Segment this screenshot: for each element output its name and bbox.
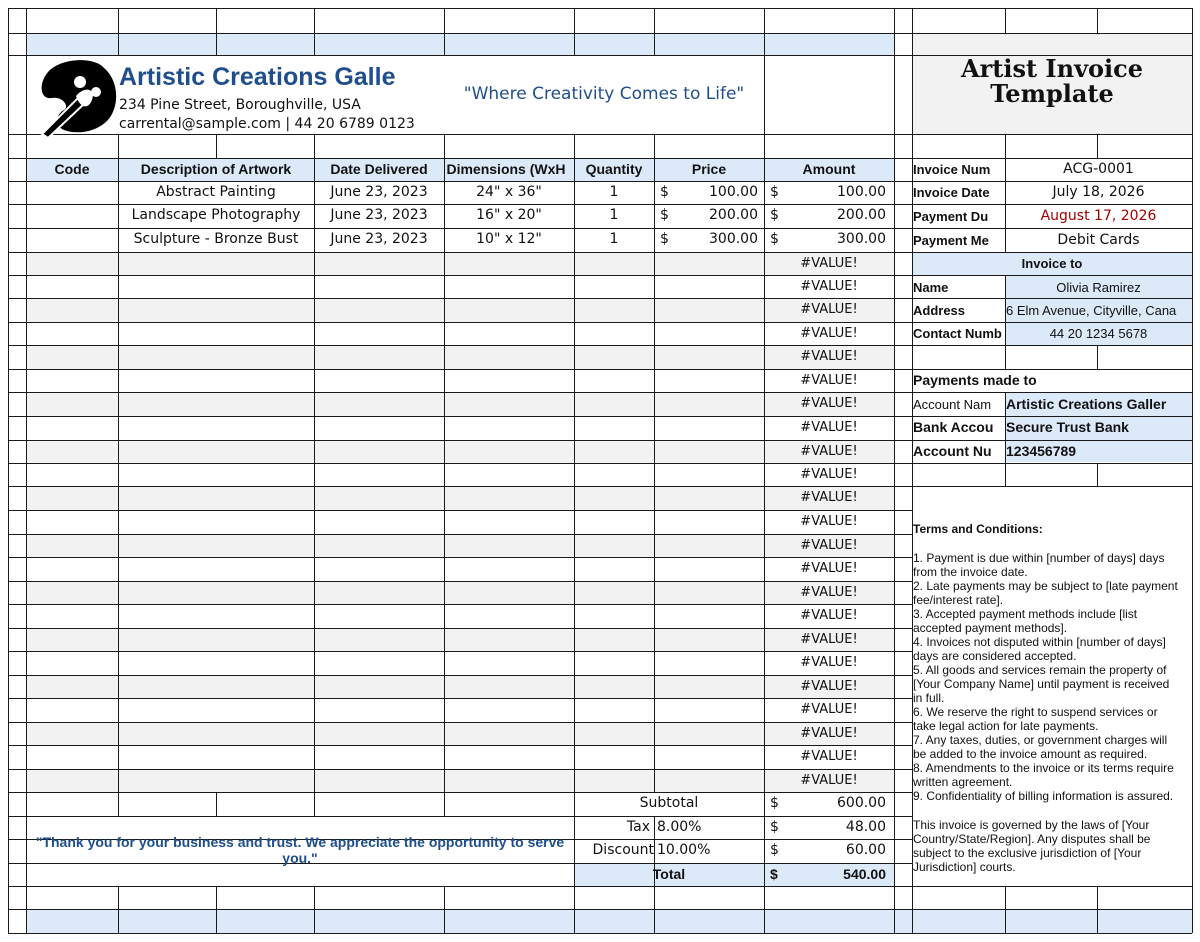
thank-you-line2: you." bbox=[282, 850, 318, 866]
grid-line bbox=[444, 886, 445, 933]
company-address: 234 Pine Street, Boroughville, USA bbox=[119, 97, 361, 113]
grid-line bbox=[912, 909, 1192, 910]
subtotal-label: Subtotal bbox=[639, 795, 699, 811]
grid-line bbox=[1097, 134, 1098, 158]
amount-error-cell: #VALUE! bbox=[800, 726, 858, 741]
grid-line bbox=[8, 557, 26, 558]
row-price-currency: $ bbox=[660, 184, 669, 200]
grid-line bbox=[8, 440, 26, 441]
bank-account-value[interactable]: Secure Trust Bank bbox=[1006, 419, 1129, 435]
grid-line bbox=[8, 158, 26, 159]
grid-line bbox=[8, 769, 26, 770]
discount-currency: $ bbox=[770, 842, 779, 858]
template-title-line1: Artist Invoice bbox=[960, 56, 1144, 82]
row-price[interactable]: 200.00 bbox=[709, 207, 758, 223]
law-line: Jurisdiction] courts. bbox=[913, 860, 1016, 874]
grid-line bbox=[1097, 8, 1098, 33]
discount-value: 60.00 bbox=[845, 842, 886, 858]
grid-line bbox=[1005, 8, 1006, 33]
amount-error-cell: #VALUE! bbox=[800, 490, 858, 505]
amount-error-cell: #VALUE! bbox=[800, 561, 858, 576]
amount-error-cell: #VALUE! bbox=[800, 396, 858, 411]
grid-line bbox=[654, 8, 655, 55]
payment-method-label: Payment Me bbox=[913, 233, 989, 248]
grid-line bbox=[654, 158, 655, 792]
amount-error-cell: #VALUE! bbox=[800, 467, 858, 482]
terms-line: 3. Accepted payment methods include [list bbox=[913, 607, 1138, 621]
client-name-label: Name bbox=[913, 280, 949, 295]
grid-line bbox=[8, 134, 1192, 135]
grid-line bbox=[8, 745, 26, 746]
terms-text bbox=[913, 551, 1193, 803]
tax-value: 48.00 bbox=[845, 819, 886, 835]
row-price-currency: $ bbox=[660, 207, 669, 223]
grid-line bbox=[912, 463, 1192, 464]
row-description[interactable]: Abstract Painting bbox=[156, 184, 276, 200]
amount-error-cell: #VALUE! bbox=[800, 514, 858, 529]
discount-label: Discount bbox=[592, 842, 654, 858]
amount-error-cell: #VALUE! bbox=[800, 279, 858, 294]
grid-line bbox=[118, 8, 119, 55]
amount-error-cell: #VALUE! bbox=[800, 302, 858, 317]
grid-line bbox=[8, 628, 26, 629]
grid-line bbox=[8, 581, 26, 582]
grid-line bbox=[894, 8, 895, 933]
grid-line bbox=[8, 886, 912, 887]
company-tagline: "Where Creativity Comes to Life" bbox=[463, 84, 745, 104]
terms-line: 4. Invoices not disputed within [number of days] bbox=[913, 635, 1166, 649]
bank-account-label: Bank Accou bbox=[913, 419, 994, 435]
account-number-value[interactable]: 123456789 bbox=[1006, 443, 1077, 459]
grid-line bbox=[1005, 886, 1006, 933]
amount-error-cell: #VALUE! bbox=[800, 585, 858, 600]
grid-line bbox=[216, 134, 217, 158]
law-line: Country/State/Region]. Any disputes shall be bbox=[913, 832, 1151, 846]
grid-line bbox=[654, 134, 655, 158]
invoice-number-value[interactable]: ACG-0001 bbox=[1063, 161, 1134, 177]
law-line: This invoice is governed by the laws of [Your bbox=[913, 818, 1150, 832]
row-amount-currency: $ bbox=[770, 231, 779, 247]
terms-line: take legal action for late payments. bbox=[913, 719, 1099, 733]
grid-line bbox=[8, 345, 26, 346]
grid-line bbox=[8, 604, 26, 605]
amount-error-cell: #VALUE! bbox=[800, 608, 858, 623]
client-address-label: Address bbox=[913, 303, 966, 318]
grid-line bbox=[764, 8, 765, 55]
terms-line: in full. bbox=[913, 691, 945, 705]
discount-rate[interactable]: 10.00% bbox=[657, 842, 711, 858]
total-value: 540.00 bbox=[843, 866, 886, 882]
payment-due-value[interactable]: August 17, 2026 bbox=[1040, 208, 1157, 224]
grid-line bbox=[8, 933, 1192, 934]
terms-line: from the invoice date. bbox=[913, 565, 1028, 579]
company-name: Artistic Creations Galle bbox=[119, 63, 396, 91]
grid-line bbox=[912, 886, 1192, 887]
grid-line bbox=[8, 204, 26, 205]
terms-line: 6. We reserve the right to suspend services or bbox=[913, 705, 1158, 719]
col-header-description: Description of Artwork bbox=[140, 161, 292, 177]
total-label: Total bbox=[652, 866, 686, 882]
grid-line bbox=[1097, 345, 1098, 369]
col-header-amount: Amount bbox=[802, 161, 856, 177]
grid-line bbox=[444, 134, 445, 158]
terms-line: 9. Confidentiality of billing information is assured. bbox=[913, 789, 1174, 803]
grid-line bbox=[8, 909, 26, 910]
grid-line bbox=[8, 792, 26, 793]
grid-line bbox=[574, 8, 575, 55]
terms-line: written agreement. bbox=[913, 775, 1013, 789]
grid-line bbox=[314, 158, 315, 792]
amount-error-cell: #VALUE! bbox=[800, 349, 858, 364]
grid-line bbox=[8, 8, 26, 9]
amount-error-cell: #VALUE! bbox=[800, 420, 858, 435]
grid-line bbox=[764, 55, 765, 158]
row-dimensions[interactable]: 24" x 36" bbox=[476, 184, 542, 200]
terms-line: 8. Amendments to the invoice or its terms require bbox=[913, 761, 1174, 775]
grid-line bbox=[314, 134, 315, 158]
grid-line bbox=[912, 486, 1192, 487]
amount-error-cell: #VALUE! bbox=[800, 256, 858, 271]
amount-error-cell: #VALUE! bbox=[800, 326, 858, 341]
client-address-value[interactable]: 6 Elm Avenue, Cityville, Cana bbox=[1006, 303, 1177, 318]
artist-palette-logo-icon bbox=[38, 58, 122, 138]
grid-line bbox=[574, 134, 575, 158]
row-amount-currency: $ bbox=[770, 184, 779, 200]
grid-line bbox=[8, 298, 26, 299]
grid-line bbox=[8, 134, 26, 135]
grid-line bbox=[118, 792, 119, 816]
invoice-to-heading: Invoice to bbox=[1021, 256, 1083, 271]
col-header-dimensions: Dimensions (WxH bbox=[446, 161, 566, 177]
terms-line: fee/interest rate]. bbox=[913, 593, 1004, 607]
terms-line: days are considered accepted. bbox=[913, 649, 1077, 663]
grid-line bbox=[314, 886, 315, 933]
grid-line bbox=[1097, 463, 1098, 486]
amount-error-cell: #VALUE! bbox=[800, 632, 858, 647]
row-date[interactable]: June 23, 2023 bbox=[330, 184, 428, 200]
grid-line bbox=[216, 792, 217, 816]
row-dimensions[interactable]: 10" x 12" bbox=[476, 231, 542, 247]
row-price-currency: $ bbox=[660, 231, 669, 247]
grid-line bbox=[8, 534, 26, 535]
row-description[interactable]: Sculpture - Bronze Bust bbox=[133, 231, 299, 247]
grid-line bbox=[1005, 134, 1006, 158]
terms-line: 1. Payment is due within [number of days] days bbox=[913, 551, 1165, 565]
grid-line bbox=[8, 8, 9, 933]
amount-error-cell: #VALUE! bbox=[800, 444, 858, 459]
total-currency: $ bbox=[770, 866, 778, 882]
grid-line bbox=[574, 886, 575, 933]
row-date[interactable]: June 23, 2023 bbox=[330, 207, 428, 223]
bottom-band bbox=[26, 909, 1192, 933]
account-name-value[interactable]: Artistic Creations Galler bbox=[1006, 396, 1167, 412]
invoice-number-label: Invoice Num bbox=[913, 162, 991, 177]
subtotal-currency: $ bbox=[770, 795, 779, 811]
client-name-value[interactable]: Olivia Ramirez bbox=[1056, 280, 1141, 295]
tax-label: Tax bbox=[626, 819, 650, 835]
grid-line bbox=[8, 181, 26, 182]
grid-line bbox=[118, 886, 119, 933]
terms-line: [Your Company Name] until payment is received bbox=[913, 677, 1170, 691]
row-amount: 300.00 bbox=[837, 231, 886, 247]
row-price[interactable]: 300.00 bbox=[709, 231, 758, 247]
grid-line bbox=[216, 886, 217, 933]
grid-line bbox=[444, 8, 445, 55]
template-title-line2: Template bbox=[990, 81, 1114, 107]
grid-line bbox=[8, 651, 26, 652]
grid-line bbox=[912, 345, 1192, 346]
grid-line bbox=[8, 369, 26, 370]
thank-you-line1: "Thank you for your business and trust. We appreciate the opportunity to serve bbox=[35, 834, 565, 850]
grid-line bbox=[654, 886, 655, 933]
grid-line bbox=[444, 158, 445, 792]
grid-line bbox=[314, 8, 315, 55]
invoice-date-value[interactable]: July 18, 2026 bbox=[1052, 184, 1145, 200]
account-name-label: Account Nam bbox=[913, 397, 992, 412]
grid-line bbox=[1097, 886, 1098, 933]
client-contact-label: Contact Numb bbox=[913, 326, 1002, 341]
grid-line bbox=[8, 252, 26, 253]
amount-error-cell: #VALUE! bbox=[800, 655, 858, 670]
subtotal-value: 600.00 bbox=[837, 795, 886, 811]
grid-line bbox=[8, 55, 26, 56]
grid-line bbox=[8, 8, 1192, 9]
client-contact-value[interactable]: 44 20 1234 5678 bbox=[1049, 326, 1148, 341]
grid-line bbox=[8, 486, 26, 487]
amount-error-cell: #VALUE! bbox=[800, 773, 858, 788]
governing-law-text bbox=[913, 818, 1193, 874]
grid-line bbox=[8, 886, 26, 887]
grid-line bbox=[8, 228, 26, 229]
amount-error-cell: #VALUE! bbox=[800, 679, 858, 694]
grid-line bbox=[8, 33, 26, 34]
account-number-label: Account Nu bbox=[913, 443, 992, 459]
grid-line bbox=[8, 322, 26, 323]
tax-rate[interactable]: 8.00% bbox=[657, 819, 702, 835]
row-price[interactable]: 100.00 bbox=[709, 184, 758, 200]
payment-due-label: Payment Du bbox=[913, 209, 989, 224]
grid-line bbox=[8, 392, 26, 393]
terms-line: accepted payment methods]. bbox=[913, 621, 1068, 635]
grid-line bbox=[8, 909, 912, 910]
row-description[interactable]: Landscape Photography bbox=[131, 207, 301, 223]
col-header-price: Price bbox=[691, 161, 727, 177]
row-amount-currency: $ bbox=[770, 207, 779, 223]
terms-heading: Terms and Conditions: bbox=[913, 522, 1043, 536]
tax-currency: $ bbox=[770, 819, 779, 835]
grid-line bbox=[8, 416, 26, 417]
col-header-code: Code bbox=[54, 161, 90, 177]
row-amount: 200.00 bbox=[837, 207, 886, 223]
grid-line bbox=[574, 158, 575, 792]
grid-line bbox=[444, 792, 445, 816]
payments-heading: Payments made to bbox=[913, 372, 1037, 388]
amount-error-cell: #VALUE! bbox=[800, 373, 858, 388]
amount-error-cell: #VALUE! bbox=[800, 702, 858, 717]
col-header-quantity: Quantity bbox=[585, 161, 643, 177]
terms-line: 2. Late payments may be subject to [late payment bbox=[913, 579, 1178, 593]
terms-line: 7. Any taxes, duties, or government charges will bbox=[913, 733, 1168, 747]
grid-line bbox=[8, 33, 1192, 34]
grid-line bbox=[8, 722, 26, 723]
grid-line bbox=[764, 886, 765, 933]
grid-line bbox=[26, 8, 27, 933]
col-header-date: Date Delivered bbox=[330, 161, 428, 177]
row-amount: 100.00 bbox=[837, 184, 886, 200]
row-date[interactable]: June 23, 2023 bbox=[330, 231, 428, 247]
grid-line bbox=[8, 863, 26, 864]
grid-line bbox=[8, 275, 26, 276]
amount-error-cell: #VALUE! bbox=[800, 749, 858, 764]
grid-line bbox=[8, 839, 26, 840]
row-quantity[interactable]: 1 bbox=[609, 207, 619, 223]
grid-line bbox=[8, 816, 26, 817]
company-contact: carrental@sample.com | 44 20 6789 0123 bbox=[119, 116, 415, 132]
terms-line: 5. All goods and services remain the property of bbox=[913, 663, 1167, 677]
grid-line bbox=[8, 675, 26, 676]
grid-line bbox=[118, 158, 119, 792]
row-quantity[interactable]: 1 bbox=[609, 184, 619, 200]
grid-line bbox=[216, 8, 217, 55]
law-line: subject to the exclusive jurisdiction of [Your bbox=[913, 846, 1142, 860]
grid-line bbox=[314, 792, 315, 816]
terms-line: be added to the invoice amount as required. bbox=[913, 747, 1148, 761]
grid-line bbox=[8, 463, 26, 464]
invoice-date-label: Invoice Date bbox=[913, 185, 990, 200]
grid-line bbox=[8, 510, 26, 511]
row-dimensions[interactable]: 16" x 20" bbox=[476, 207, 542, 223]
row-quantity[interactable]: 1 bbox=[609, 231, 619, 247]
payment-method-value[interactable]: Debit Cards bbox=[1057, 232, 1140, 248]
grid-line bbox=[8, 698, 26, 699]
amount-error-cell: #VALUE! bbox=[800, 538, 858, 553]
